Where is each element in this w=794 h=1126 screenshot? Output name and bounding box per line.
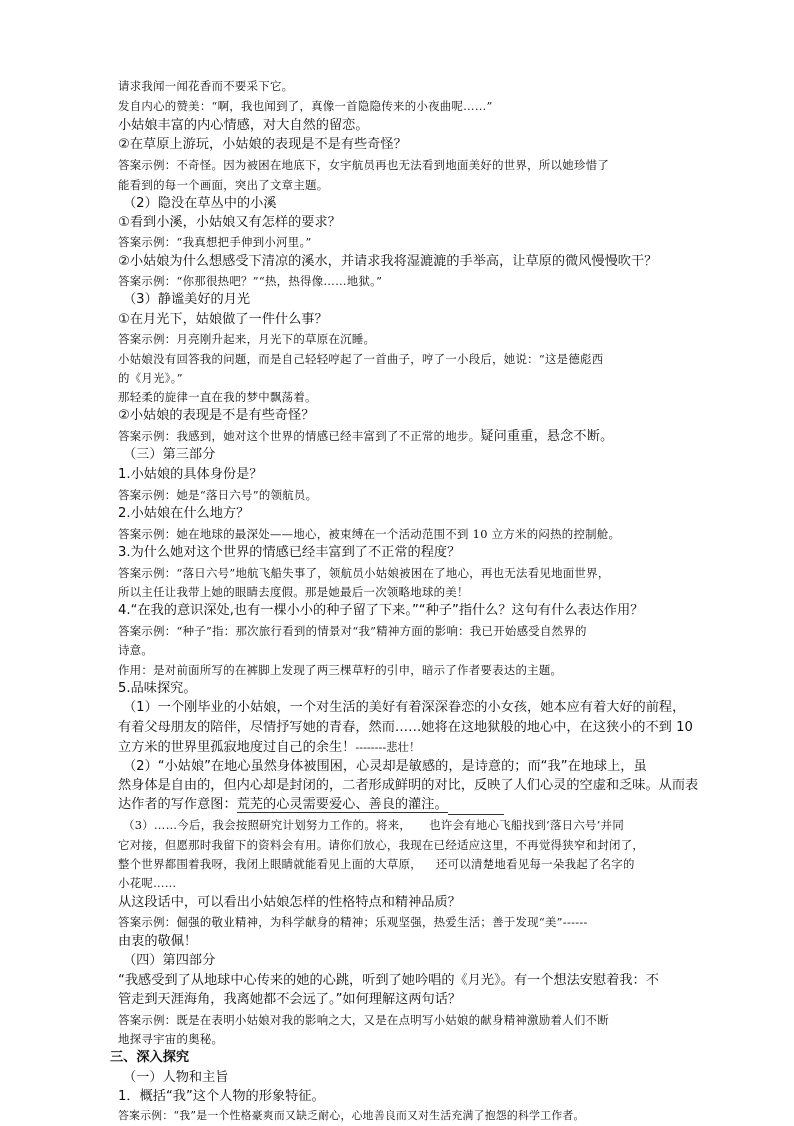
text-line: （2）“小姑娘”在地心虽然身体被围困，心灵却是敏感的，是诗意的；而“我”在地球上，虽 [123,759,647,774]
question-line: 5.品味探究。 [118,681,197,696]
text-line: 答案示例：她是“落日六号”的领航员。 [118,488,318,502]
text-line: 作用：是对前面所写的在裤脚上发现了两三棵草籽的引申，暗示了作者要表达的主题。 [118,663,563,677]
text-line: 地探寻宇宙的奥秘。 [118,1032,224,1046]
text-line: 答案示例：不奇怪。因为被困在地底下，女宇航员再也无法看到地面美好的世界，所以她珍惜了 [118,158,610,172]
text-line: 那轻柔的旋律一直在我的梦中飘荡着。 [118,390,317,404]
question-line: 1．概括“我”这个人物的形象特征。 [118,1089,325,1104]
text-line: ②小姑娘为什么想感受下清凉的溪水，并请求我将湿漉漉的手举高，让草原的微风慢慢吹干？ [118,254,658,269]
text-line: 小姑娘没有回答我的问题，而是自己轻轻哼起了一首曲子，哼了一小段后，她说：“这是德彪西 [118,352,604,366]
text-line: 然身体是自由的，但内心却是封闭的，二者形成鲜明的对比，反映了人们心灵的空虚和乏味。从而表 [118,778,699,793]
question-line: 从这段话中，可以看出小姑娘怎样的性格特点和精神品质？ [118,895,461,910]
underline-extension [448,800,504,815]
underlined-text: 荒芜的心灵需要爱心、善良的灌注。 [236,797,448,812]
text-line: 有着父母朋友的陪伴，尽情抒写她的青春，然而……她将在这地狱般的地心中，在这狭小的不到 10 [118,720,693,735]
text-span: （3）……今后，我会按照研究计划努力工作的。将来， [123,818,412,832]
text-span: 整个世界都围着我呀，我闭上眼睛就能看见上面的大草原， [118,857,422,871]
text-line: 它对接，但愿那时我留下的资料会有用。请你们放心，我现在已经适应这里，不再觉得狭窄和封闭了， [118,838,645,852]
text-line: 请求我闻一闻花香而不要采下它。 [118,79,294,93]
text-line: 管走到天涯海角，我离她都不会远了。”如何理解这两句话？ [118,992,462,1007]
text-line [118,737,420,758]
text-line: ①看到小溪，小姑娘又有怎样的要求？ [118,215,341,230]
text-line [118,426,613,447]
text-line: 小花呢…… [118,876,177,890]
text-line: 答案示例：月亮刚升起来，月光下的草原在沉睡。 [118,332,376,346]
answer-comment: 疑问重重，悬念不断。 [480,429,614,444]
question-line: 2.小姑娘在什么地方？ [118,506,250,521]
text-line: 答案示例：“种子”指：那次旅行看到的情景对“我”精神方面的影响：我已开始感受自然界的 [118,624,587,638]
text-line: 能看到的每一个画面，突出了文章主题。 [118,178,329,192]
text-line: 答案示例：“我真想把手伸到小河里。” [118,235,312,249]
text-line: （1）一个刚毕业的小姑娘，一个对生活的美好有着深深眷恋的小女孩，她本应有着大好的前程， [123,700,686,715]
text-line: 诗意。 [118,643,154,657]
text-span: 还可以清楚地看见每一朵我起了名字的 [435,857,635,871]
text-line: 答案示例：倔强的敬业精神，为科学献身的精神；乐观坚强，热爱生活；善于发现“美”------ [118,915,588,929]
section-heading-main: 三、深入探究 [110,1050,190,1065]
text-line: 答案示例：“你那很热吧？”“热，热得像……地狱。” [118,274,383,288]
section-heading: （三）第三部分 [123,447,216,462]
text-span: 也许会有地心飞船找到‘落日六号’并同 [429,818,625,832]
comment-span: --------悲壮！ [355,740,421,754]
section-heading: （2）隐没在草丛中的小溪 [123,196,277,211]
text-line [118,854,635,874]
question-line: 1.小姑娘的具体身份是？ [118,467,263,482]
question-line: 4.“在我的意识深处,也有一棵小小的种子留了下来。”“种子”指什么？这句有什么表达作用？ [118,603,644,618]
text-line: 答案示例：既是在表明小姑娘对我的影响之大，又是在点明写小姑娘的献身精神激励着人们不断 [118,1013,610,1027]
text-line: 小姑娘丰富的内心情感，对大自然的留恋。 [118,118,369,133]
text-line: 答案示例：“落日六号”地航飞船失事了，领航员小姑娘被困在了地心，再也无法看见地面世界， [118,566,610,580]
text-line: 的《月光》。” [118,371,183,385]
text-line: 答案示例：她在地球的最深处——地心，被束缚在一个活动范围不到 10 立方米的闷热的控制舱。 [118,527,621,541]
section-heading: （四）第四部分 [123,953,216,968]
text-span: 达作者的写作意图： [118,797,237,812]
text-span: 立方米的世界里孤寂地度过自己的余生！ [118,740,356,755]
text-line: 所以主任让我带上她的眼睛去度假。那是她最后一次领略地球的美！ [118,585,469,599]
section-heading: （3）静谧美好的月光 [123,292,251,307]
text-line: ②小姑娘的表现是不是有些奇怪？ [118,408,315,423]
text-line: ②在草原上游玩，小姑娘的表现是不是有些奇怪？ [118,137,407,152]
text-line: 答案示例：“我”是一个性格豪爽而又缺乏耐心，心地善良而又对生活充满了抱怨的科学工作者。 [118,1109,585,1122]
text-line [118,795,504,815]
answer-text: 答案示例：我感到，她对这个世界的情感已经丰富到了不正常的地步。 [118,429,481,443]
text-line: ①在月光下，姑娘做了一件什么事？ [118,312,328,327]
text-line: “我感受到了从地球中心传来的她的心跳，听到了她吟唱的《月光》。有一个想法安慰着我：不 [118,973,659,988]
text-line: 由衷的敬佩！ [118,934,198,949]
text-line [123,815,624,835]
text-line: 发自内心的赞美：“啊，我也闻到了，真像一首隐隐传来的小夜曲呢……” [118,99,493,113]
question-line: 3.为什么她对这个世界的情感已经丰富到了不正常的程度？ [118,545,461,560]
section-heading: （一）人物和主旨 [123,1070,229,1085]
